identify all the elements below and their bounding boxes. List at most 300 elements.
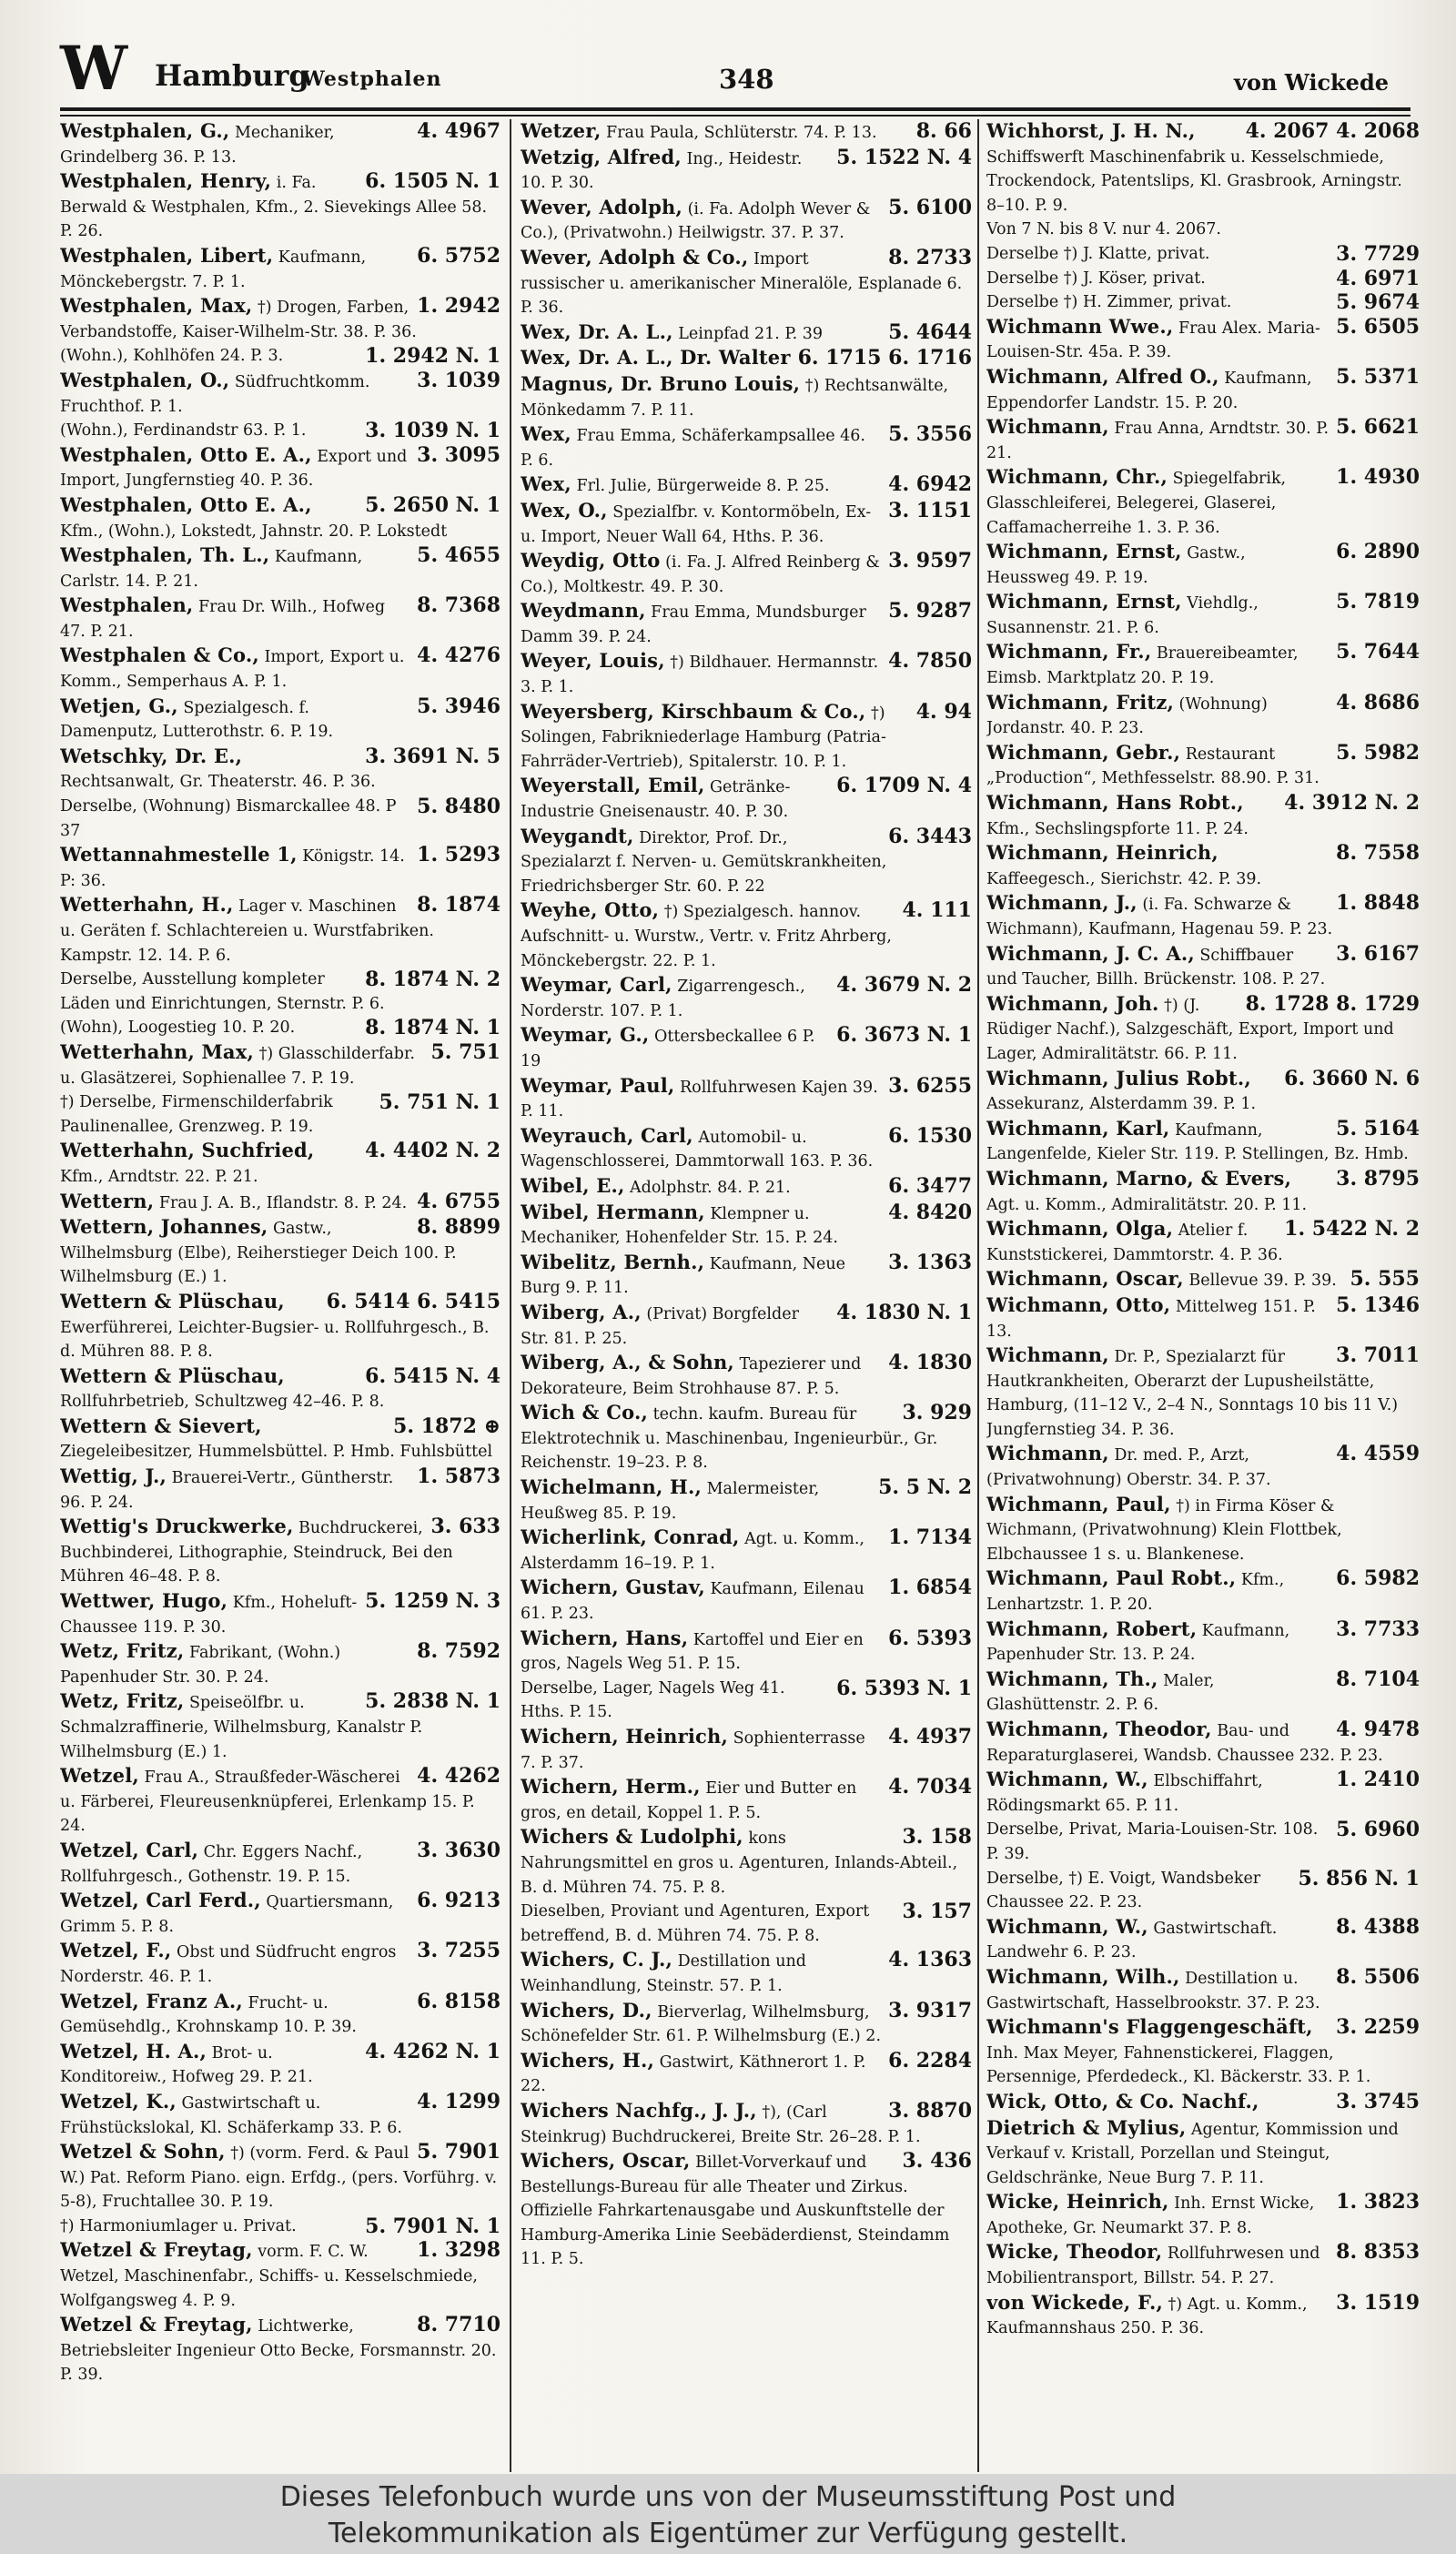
entry-details: Bau- und Reparaturglaserei, Wandsb. Chaussee 232. P. 23. <box>986 1722 1383 1765</box>
directory-entry <box>986 590 1420 640</box>
phone-number: 5. 5 N. 2 <box>878 1475 972 1500</box>
directory-entry <box>521 1023 972 1073</box>
phone-number: 4. 1830 N. 1 <box>836 1300 972 1324</box>
directory-entry <box>60 1990 500 2040</box>
entry-name: Weydmann, <box>521 599 646 623</box>
entry-details: Spezialgesch. f. Damenputz, Lutterothstr. 6. P. 19. <box>60 698 334 742</box>
entry-details: Inh. Ernst Wicke, Apotheke, Gr. Neumarkt 37. P. 8. <box>986 2194 1315 2237</box>
directory-entry <box>60 2313 500 2387</box>
phone-number: 4. 7850 <box>888 649 972 674</box>
entry-details: Agt. u. Komm., Admiralitätstr. 20. P. 11. <box>986 1195 1308 1214</box>
entry-details: †), (Carl Steinkrug) Buchdruckerei, Breite Str. 26–28. P. 1. <box>521 2103 921 2146</box>
directory-entry <box>521 499 972 549</box>
entry-name: Wichmann, Hans Robt., <box>986 791 1244 815</box>
directory-entry <box>521 1074 972 1124</box>
phone-number: 8. 5506 <box>1336 1964 1420 1989</box>
directory-entry <box>986 365 1420 415</box>
entry-name: Wichmann, Olga, <box>986 1217 1174 1241</box>
phone-number: 3. 7011 <box>1336 1343 1420 1368</box>
entry-details: (Wohn.), Ferdinandstr 63. P. 1. <box>60 421 307 441</box>
entry-details: Kaufmann, Eilenau 61. P. 23. <box>521 1580 864 1624</box>
directory-entry <box>60 493 500 543</box>
entry-name: Wichern, Heinrich, <box>521 1725 729 1748</box>
column-2 <box>521 119 972 2472</box>
entry-name: Wichern, Herm., <box>521 1775 701 1799</box>
entry-name: Wetz, Fritz, <box>60 1639 185 1663</box>
entry-name: Wetzel, H. A., <box>60 2039 207 2062</box>
directory-entry <box>60 344 500 369</box>
entry-name: Wichmann, Ernst, <box>986 590 1182 613</box>
entry-name: Wichmann, W., <box>986 1914 1148 1938</box>
phone-number: 1. 4930 <box>1336 465 1420 490</box>
entry-details: Rollfuhrwesen Kajen 39. P. 11. <box>521 1078 878 1121</box>
directory-entry <box>60 1839 500 1889</box>
entry-details: Dieselben, Proviant und Agenturen, Export betreffend, B. d. Mühren 74. 75. P. 8. <box>521 1902 870 1945</box>
entry-name: Wibel, Hermann, <box>521 1200 705 1223</box>
phone-number: 6. 2890 <box>1336 540 1420 564</box>
entry-details: Automobil- u. Wagenschlosserei, Dammtorwall 163. P. 36. <box>521 1128 874 1171</box>
phone-number: 3. 929 <box>902 1401 972 1425</box>
phone-number: 6. 3443 <box>888 824 972 848</box>
phone-number: 1. 2410 <box>1336 1768 1420 1792</box>
entry-details: Ziegeleibesitzer, Hummelsbüttel. P. Hmb. Fuhlsbüttel <box>60 1443 493 1462</box>
entry-details: Derselbe, Privat, Maria-Louisen-Str. 108. P. 39. <box>986 1820 1319 1863</box>
entry-name: Westphalen, Henry, <box>60 169 272 193</box>
phone-number: 5. 5371 <box>1336 364 1420 389</box>
entry-name: Wetzel & Freytag, <box>60 2238 253 2262</box>
directory-entry <box>521 700 972 775</box>
phone-number: 5. 7644 <box>1336 640 1420 664</box>
phone-number: 3. 157 <box>902 1900 972 1924</box>
directory-entry <box>60 1689 500 1764</box>
directory-entry <box>521 1999 972 2049</box>
entry-name: Wettern, Johannes, <box>60 1215 268 1239</box>
entry-details: Gastwirtschaft u. Frühstückslokal, Kl. Schäferkamp 33. P. 6. <box>60 2093 402 2137</box>
directory-entry <box>60 1515 500 1589</box>
directory-entry <box>986 1343 1420 1442</box>
entry-name: Westphalen, <box>60 593 194 617</box>
entry-details: †) Glasschilderfabr. u. Glasätzerei, Sophienallee 7. P. 19. <box>60 1044 415 1088</box>
directory-entry <box>60 968 500 1016</box>
phone-number: 5. 4644 <box>888 319 972 344</box>
phone-number: 6. 5752 <box>417 243 500 268</box>
directory-entry <box>60 2140 500 2214</box>
entry-name: Wettern & Plüschau, <box>60 1363 285 1387</box>
phone-number: 3. 633 <box>430 1515 500 1539</box>
entry-name: Wetterhahn, Max, <box>60 1039 254 1063</box>
entry-name: Westphalen, Otto E. A., <box>60 492 312 516</box>
entry-name: Wicke, Theodor, <box>986 2240 1163 2264</box>
directory-entry <box>521 1201 972 1251</box>
directory-entry <box>60 795 500 843</box>
phone-number: 5. 9287 <box>888 599 972 623</box>
directory-entry <box>521 1627 972 1677</box>
directory-entry <box>521 1576 972 1626</box>
phone-number: 4. 4937 <box>888 1725 972 1748</box>
phone-number: 8. 2733 <box>888 245 972 269</box>
entry-name: Westphalen, Otto E. A., <box>60 442 312 466</box>
directory-entry <box>521 549 972 599</box>
directory-entry <box>60 1190 500 1216</box>
section-letter: W <box>60 33 128 104</box>
entry-name: Wichmann, Wilh., <box>986 1964 1180 1988</box>
directory-entry <box>60 644 500 694</box>
phone-number: 6. 1715 6. 1716 <box>797 346 972 370</box>
entry-details: Frau Emma, Schäferkampsallee 46. P. 6. <box>521 427 865 470</box>
entry-details: (Wohn.), Kohlhöfen 24. P. 3. <box>60 347 284 366</box>
entry-details: Kfm., (Wohn.), Lokstedt, Jahnstr. 20. P. Lokstedt <box>60 522 448 541</box>
page-header <box>60 33 1410 107</box>
entry-name: Wichmann, Julius Robt., <box>986 1066 1251 1090</box>
directory-entry <box>521 599 972 649</box>
entry-name: Westphalen & Co., <box>60 644 259 667</box>
entry-details: Atelier f. Kunststickerei, Dammtorstr. 4. P. 36. <box>986 1221 1283 1264</box>
entry-name: Wetzel & Sohn, <box>60 2140 226 2164</box>
phone-number: 4. 8686 <box>1336 690 1420 715</box>
entry-details: techn. kaufm. Bureau für Elektrotechnik u. Maschinenbau, Ingenieurbür., Gr. Reichenstr. 19–23. P. 8. <box>521 1405 938 1473</box>
phone-number: 3. 6167 <box>1336 941 1420 966</box>
entry-name: Westphalen, Max, <box>60 294 253 318</box>
directory-entry <box>521 898 972 973</box>
directory-entry <box>60 694 500 745</box>
phone-number: 6. 5393 <box>888 1626 972 1650</box>
directory-entry <box>986 691 1420 741</box>
directory-entry <box>521 320 972 347</box>
entry-details: (Wohn), Loogestieg 10. P. 20. <box>60 1019 296 1038</box>
entry-name: Wick, Otto, & Co. Nachf., Dietrich & Mylius, <box>986 2089 1259 2139</box>
entry-name: Wetz, Fritz, <box>60 1689 185 1713</box>
directory-entry <box>60 1364 500 1414</box>
entry-name: Wichmann, Paul, <box>986 1492 1171 1515</box>
phone-number: 5. 5982 <box>1336 740 1420 765</box>
entry-name: Wiberg, A., & Sohn, <box>521 1351 734 1374</box>
entry-name: Wiberg, A., <box>521 1300 642 1323</box>
entry-name: Wichmann's Flaggengeschäft, <box>986 2015 1313 2039</box>
entry-name: Wicke, Heinrich, <box>986 2190 1169 2214</box>
phone-number: 8. 1874 <box>417 893 500 917</box>
entry-name: Wettern & Plüschau, <box>60 1289 285 1312</box>
directory-entry <box>986 1965 1420 2015</box>
phone-number: 3. 3745 <box>1336 2089 1420 2113</box>
phone-number: 5. 7901 N. 1 <box>365 2214 500 2238</box>
entry-details: vorm. F. C. W. Wetzel, Maschinenfabr., Schiffs- u. Kesselschmiede, Wolfgangsweg 4. P. 9. <box>60 2243 478 2310</box>
entry-name: Weyer, Louis, <box>521 649 665 673</box>
entry-name: Wettig's Druckwerke, <box>60 1515 294 1538</box>
entry-details: Schiffswerft Maschinenfabrik u. Kesselschmiede, Trockendock, Patentslips, Kl. Grasbrook, Arningstr. 8–10. P. 9. <box>986 147 1402 215</box>
entry-name: Wichmann, Karl, <box>986 1116 1170 1140</box>
directory-entry <box>521 973 972 1023</box>
phone-number: 5. 555 <box>1350 1267 1420 1292</box>
phone-number: 6. 5414 6. 5415 <box>326 1289 500 1313</box>
phone-number: 1. 6854 <box>888 1576 972 1600</box>
directory-entry <box>521 649 972 699</box>
directory-entry <box>521 1174 972 1201</box>
directory-entry <box>986 1667 1420 1718</box>
entry-details: †) Derselbe, Firmenschilderfabrik Paulinenallee, Grenzweg. P. 19. <box>60 1093 333 1136</box>
phone-number: 4. 3679 N. 2 <box>836 973 972 998</box>
directory-entry <box>986 891 1420 941</box>
directory-entry <box>986 640 1420 690</box>
phone-number: 5. 9674 <box>1336 290 1420 315</box>
phone-number: 4. 1363 <box>888 1948 972 1972</box>
entry-details: Frau A., Straußfeder-Wäscherei u. Färberei, Fleureusenknüpferei, Erlenkamp 15. P. 24. <box>60 1769 475 1836</box>
entry-name: Weyrauch, Carl, <box>521 1123 693 1147</box>
phone-number: 8. 1728 8. 1729 <box>1245 991 1420 1016</box>
phone-number: 3. 3095 <box>417 442 500 467</box>
phone-number: 5. 4655 <box>417 543 500 568</box>
entry-details: Ewerführerei, Leichter-Bugsier- u. Rollfuhrgesch., B. d. Mühren 88. P. 8. <box>60 1318 490 1362</box>
directory-entry <box>60 843 500 893</box>
directory-entry <box>986 1442 1420 1492</box>
phone-number: 8. 7558 <box>1336 841 1420 866</box>
phone-number: 4. 4262 N. 1 <box>365 2039 500 2063</box>
entry-name: Wibel, E., <box>521 1173 625 1197</box>
phone-number: 6. 5393 N. 1 <box>836 1676 972 1700</box>
phone-number: 4. 2067 4. 2068 <box>1245 119 1420 143</box>
directory-entry <box>986 415 1420 465</box>
directory-entry <box>986 540 1420 590</box>
phone-number: 3. 8795 <box>1336 1166 1420 1191</box>
directory-entry <box>521 1401 972 1475</box>
directory-entry <box>60 2090 500 2140</box>
phone-number: 4. 3912 N. 2 <box>1284 791 1420 816</box>
entry-details: Schiffbauer und Taucher, Billh. Brückenstr. 108. P. 27. <box>986 946 1326 989</box>
entry-name: Wich & Co., <box>521 1401 649 1424</box>
phone-number: 5. 7901 <box>417 2140 500 2164</box>
directory-entry <box>521 2149 972 2272</box>
entry-details: Derselbe †) J. Köser, privat. <box>986 269 1206 288</box>
entry-name: Wever, Adolph & Co., <box>521 245 749 269</box>
entry-details: Bellevue 39. P. 39. <box>1188 1272 1337 1291</box>
entry-details: Import, Export u. Komm., Semperhaus A. P. 1. <box>60 648 405 692</box>
entry-name: Wetzel, K., <box>60 2089 177 2113</box>
entry-details: Dr. med. P., Arzt, (Privatwohnung) Oberstr. 34. P. 37. <box>986 1446 1271 1490</box>
phone-number: 5. 751 <box>430 1039 500 1064</box>
entry-name: Wichern, Hans, <box>521 1626 689 1649</box>
phone-number: 5. 856 N. 1 <box>1298 1866 1420 1890</box>
entry-details: Assekuranz, Alsterdamm 39. P. 1. <box>986 1095 1257 1114</box>
phone-number: 5. 6960 <box>1336 1818 1420 1842</box>
entry-details: Elbschiffahrt, Rödingsmarkt 65. P. 11. <box>986 1772 1263 1815</box>
entry-name: Wichmann, J. C. A., <box>986 941 1195 965</box>
phone-number: 3. 9317 <box>888 1998 972 2022</box>
entry-name: Wettwer, Hugo, <box>60 1589 228 1613</box>
directory-entry <box>60 1215 500 1290</box>
header-rule <box>60 107 1410 111</box>
phone-number: 6. 1530 <box>888 1123 972 1148</box>
entry-details: Kfm., Arndtstr. 22. P. 21. <box>60 1167 258 1186</box>
phone-number: 3. 1039 <box>417 368 500 392</box>
entry-details: Kaufmann, Eppendorfer Landstr. 15. P. 20. <box>986 369 1312 412</box>
entry-details: Inh. Max Meyer, Fahnenstickerei, Flaggen, Persennige, Pferdedeck., Kl. Bäckerstr. 33. P. 1. <box>986 2043 1371 2087</box>
phone-number: 3. 1519 <box>1336 2290 1420 2315</box>
footer-line-1: Dieses Telefonbuch wurde uns von der Museumsstiftung Post und <box>279 2481 1177 2513</box>
entry-details: (Wohnung) Jordanstr. 40. P. 23. <box>986 694 1268 738</box>
directory-entry <box>986 242 1420 267</box>
entry-name: Wichmann, <box>986 415 1109 439</box>
phone-number: 5. 1259 N. 3 <box>365 1589 500 1614</box>
entry-name: Wichmann, Paul Robt., <box>986 1566 1237 1590</box>
directory-entry <box>521 1475 972 1525</box>
entry-details: Lichtwerke, Betriebsleiter Ingenieur Otto Becke, Forsmannstr. 20. P. 39. <box>60 2317 497 2385</box>
entry-details: Gastw., Heussweg 49. P. 19. <box>986 544 1246 587</box>
phone-number: 5. 6621 <box>1336 415 1420 440</box>
directory-entry <box>986 992 1420 1067</box>
phone-number: 1. 5422 N. 2 <box>1284 1217 1420 1242</box>
directory-entry <box>60 2214 500 2239</box>
entry-name: Wetzel, Carl Ferd., <box>60 1889 261 1912</box>
entry-name: Wetzel, Franz A., <box>60 1989 243 2012</box>
entry-name: Westphalen, O., <box>60 368 230 391</box>
entry-details: Kaffeegesch., Sierichstr. 42. P. 39. <box>986 869 1262 888</box>
entry-details: Kfm., Hoheluft-Chaussee 119. P. 30. <box>60 1594 358 1637</box>
entry-name: Wetschky, Dr. E., <box>60 744 243 767</box>
entry-name: Wibelitz, Bernh., <box>521 1250 705 1273</box>
entry-details: Tapezierer und Dekorateure, Beim Strohhause 87. P. 5. <box>521 1355 862 1398</box>
entry-details: Obst und Südfrucht engros Norderstr. 46. P. 1. <box>60 1943 397 1986</box>
entry-name: Wichern, Gustav, <box>521 1576 705 1599</box>
entry-name: Wex, <box>521 422 571 446</box>
column-divider <box>510 119 511 2472</box>
entry-name: Wetzel, <box>60 1764 139 1788</box>
entry-details: Eier und Butter en gros, en detail, Koppel 1. P. 5. <box>521 1779 857 1822</box>
phone-number: 5. 8480 <box>417 795 500 819</box>
column-3 <box>986 119 1420 2472</box>
entry-details: Quartiersmann, Grimm 5. P. 8. <box>60 1893 394 1936</box>
entry-details: Brauerei-Vertr., Güntherstr. 96. P. 24. <box>60 1469 394 1512</box>
entry-details: Fabrikant, (Wohn.) Papenhuder Str. 30. P. 24. <box>60 1644 341 1687</box>
directory-entry <box>986 267 1420 291</box>
directory-entry <box>521 1251 972 1301</box>
entry-details: Agentur, Kommission und Verkauf v. Kristall, Porzellan und Steingut, Geldschränke, Neue Burg 7. P. 11. <box>986 2120 1399 2187</box>
phone-number: 3. 7729 <box>1336 241 1420 266</box>
directory-entry <box>60 1139 500 1189</box>
entry-details: †) in Firma Köser & Wichmann, (Privatwohnung) Klein Flottbek, Elbchaussee 1 s. u. Blankenese. <box>986 1496 1342 1564</box>
phone-number: 3. 9597 <box>888 549 972 573</box>
directory-entry <box>986 791 1420 841</box>
phone-number: 6. 3477 <box>888 1173 972 1198</box>
entry-details: †) Bildhauer. Hermannstr. 3. P. 1. <box>521 654 879 697</box>
directory-entry <box>986 1067 1420 1117</box>
entry-details: (i. Fa. Schwarze & Wichmann), Kaufmann, Hagenau 59. P. 23. <box>986 896 1333 938</box>
phone-number: 4. 94 <box>915 699 972 724</box>
entry-name: Wichmann, Heinrich, <box>986 841 1218 865</box>
directory-entry <box>986 2291 1420 2341</box>
entry-details: Derselbe, †) E. Voigt, Wandsbeker Chaussee 22. P. 23. <box>986 1869 1261 1912</box>
phone-number: 6. 2284 <box>888 2048 972 2073</box>
directory-entry <box>60 1589 500 1639</box>
directory-entry <box>986 1566 1420 1617</box>
entry-name: Wex, <box>521 472 571 496</box>
phone-number: 8. 7710 <box>417 2313 500 2337</box>
entry-details: Spezialfbr. v. Kontormöbeln, Ex- u. Import, Neuer Wall 64, Hths. P. 36. <box>521 502 872 546</box>
phone-number: 4. 4967 <box>417 119 500 143</box>
directory-entry <box>60 893 500 968</box>
entry-details: Export und Import, Jungfernstieg 40. P. 36. <box>60 447 408 491</box>
entry-name: Wichers, H., <box>521 2048 654 2072</box>
phone-number: 4. 6971 <box>1336 266 1420 290</box>
entry-details: Rechtsanwalt, Gr. Theaterstr. 46. P. 36. <box>60 773 376 792</box>
directory-entry <box>60 2040 500 2090</box>
entry-details: Derselbe, Lager, Nagels Weg 41. Hths. P. 15. <box>521 1678 785 1722</box>
entry-details: Königstr. 14. P: 36. <box>60 847 405 890</box>
phone-number: 5. 2650 N. 1 <box>365 492 500 517</box>
entry-name: Weymar, Carl, <box>521 973 672 997</box>
phone-number: 5. 5164 <box>1336 1116 1420 1140</box>
entry-details: Lager v. Maschinen u. Geräten f. Schlachtereien u. Wurstfabriken. Kampstr. 12. 14. P. 6. <box>60 897 434 965</box>
entry-details: Mechaniker, Grindelberg 36. P. 13. <box>60 124 335 167</box>
directory-entry <box>986 1818 1420 1866</box>
entry-name: Wichhorst, J. H. N., <box>986 119 1196 142</box>
phone-number: 5. 3946 <box>417 694 500 718</box>
phone-number: 1. 5293 <box>417 843 500 867</box>
entry-name: Weymar, Paul, <box>521 1073 675 1097</box>
entry-name: Wichers, C. J., <box>521 1948 673 1971</box>
entry-name: Wetzel, F., <box>60 1939 172 1962</box>
entry-name: von Wickede, F., <box>986 2290 1163 2314</box>
directory-entry <box>60 1889 500 1939</box>
entry-details: Buchdruckerei, Buchbinderei, Lithographie, Steindruck, Bei den Mühren 46–48. P. 8. <box>60 1519 453 1586</box>
entry-name: Wetzig, Alfred, <box>521 145 682 168</box>
entry-details: Ottersbeckallee 6 P. 19 <box>521 1028 815 1070</box>
directory-entry <box>60 443 500 493</box>
entry-name: Wichers, D., <box>521 1998 652 2022</box>
entry-details: Derselbe †) J. Klatte, privat. <box>986 244 1210 263</box>
entry-details: Destillation und Weinhandlung, Steinstr. 57. P. 1. <box>521 1952 806 1995</box>
phone-number: 8. 1874 N. 1 <box>365 1016 500 1040</box>
entry-name: Wichers Nachfg., J. J., <box>521 2098 757 2122</box>
directory-entry <box>986 942 1420 992</box>
directory-entry <box>986 1167 1420 1217</box>
directory-entry <box>60 244 500 294</box>
phone-number: 5. 6505 <box>1336 314 1420 339</box>
section-title: Westphalen <box>302 67 442 91</box>
entry-details: Chr. Eggers Nachf., Rollfuhrgesch., Gothenstr. 19. P. 15. <box>60 1842 363 1886</box>
directory-entry <box>60 119 500 169</box>
phone-number: 8. 7592 <box>417 1639 500 1664</box>
directory-entry <box>521 1351 972 1401</box>
header-rule-thin <box>60 115 1410 117</box>
entry-details: Kaufmann, Mönckebergstr. 7. P. 1. <box>60 248 367 291</box>
entry-name: Westphalen, G., <box>60 119 230 142</box>
entry-details: Direktor, Prof. Dr., Spezialarzt f. Nerven- u. Gemütskrankheiten, Friedrichsberger Str. 60. P. 22 <box>521 828 887 896</box>
directory-entry <box>986 1915 1420 1965</box>
entry-name: Wichers & Ludolphi, <box>521 1825 743 1849</box>
entry-name: Wichmann Wwe., <box>986 314 1174 338</box>
phone-number: 6. 3660 N. 6 <box>1284 1066 1420 1090</box>
entry-name: Wetterhahn, H., <box>60 893 234 917</box>
directory-entry <box>521 246 972 320</box>
entry-details: (i. Fa. J. Alfred Reinberg & Co.), Moltkestr. 49. P. 30. <box>521 553 880 596</box>
entry-details: Dr. P., Spezialarzt für Hautkrankheiten, Oberarzt der Lupusheilstätte, Hamburg, (11–12 V., 2–4 N., Sonntags 10 bis 11 V.) Jungfernstieg 34. P. 36. <box>986 1348 1399 1439</box>
directory-entry <box>521 422 972 472</box>
phone-number: 1. 2942 <box>417 294 500 319</box>
phone-number: 4. 7034 <box>888 1775 972 1799</box>
entry-details: Gastwirtschaft. Landwehr 6. P. 23. <box>986 1919 1278 1962</box>
directory-entry <box>521 1948 972 1998</box>
entry-details: Viehdlg., Susannenstr. 21. P. 6. <box>986 594 1259 637</box>
directory-entry <box>986 2090 1420 2190</box>
entry-details: Derselbe, Ausstellung kompleter Läden und Einrichtungen, Sternstr. P. 6. <box>60 970 385 1013</box>
phone-number: 6. 8158 <box>417 1989 500 2013</box>
directory-entry <box>60 1414 500 1464</box>
entry-details: Adolphstr. 84. P. 21. <box>630 1178 791 1197</box>
phone-number: 5. 751 N. 1 <box>379 1090 500 1115</box>
phone-number: 4. 9478 <box>1336 1718 1420 1741</box>
entry-name: Wichmann, Marno, & Evers, <box>986 1166 1292 1190</box>
phone-number: 5. 1346 <box>1336 1292 1420 1317</box>
entry-name: Weymar, G., <box>521 1023 650 1047</box>
